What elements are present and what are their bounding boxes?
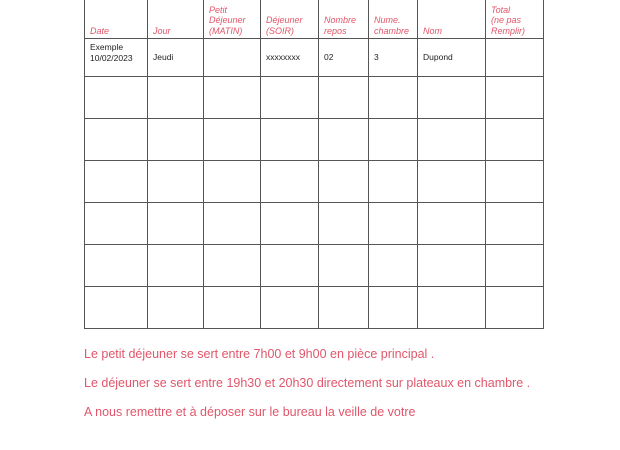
blank-cell[interactable]	[204, 203, 261, 245]
blank-cell[interactable]	[369, 77, 418, 119]
meal-order-table	[84, 0, 544, 329]
blank-cell[interactable]	[319, 161, 369, 203]
blank-cell[interactable]	[261, 287, 319, 329]
blank-row	[85, 287, 544, 329]
blank-cell[interactable]	[486, 203, 544, 245]
blank-cell[interactable]	[148, 287, 204, 329]
blank-cell[interactable]	[204, 119, 261, 161]
blank-cell[interactable]	[418, 245, 486, 287]
header-numero-chambre: Nume. chambre	[369, 0, 418, 39]
blank-cell[interactable]	[369, 203, 418, 245]
blank-cell[interactable]	[369, 245, 418, 287]
blank-cell[interactable]	[319, 77, 369, 119]
header-petit-dejeuner: Petit Déjeuner (MATIN)	[204, 0, 261, 39]
blank-cell[interactable]	[148, 119, 204, 161]
blank-cell[interactable]	[261, 119, 319, 161]
blank-cell[interactable]	[148, 161, 204, 203]
blank-cell[interactable]	[85, 119, 148, 161]
blank-cell[interactable]	[204, 245, 261, 287]
blank-cell[interactable]	[85, 203, 148, 245]
blank-cell[interactable]	[486, 119, 544, 161]
blank-cell[interactable]	[85, 245, 148, 287]
blank-row	[85, 245, 544, 287]
blank-cell[interactable]	[85, 287, 148, 329]
header-nom: Nom	[418, 0, 486, 39]
header-dejeuner: Déjeuner (SOIR)	[261, 0, 319, 39]
example-date: Exemple 10/02/2023	[85, 39, 148, 77]
note-submission: A nous remettre et à déposer sur le bureau la veille de votre	[84, 405, 416, 419]
header-total: Total (ne pas Remplir)	[486, 0, 544, 39]
blank-cell[interactable]	[204, 161, 261, 203]
blank-cell[interactable]	[486, 245, 544, 287]
header-nombre-repos: Nombre repos	[319, 0, 369, 39]
blank-row	[85, 161, 544, 203]
service-notes	[84, 346, 604, 433]
blank-cell[interactable]	[319, 245, 369, 287]
blank-row	[85, 119, 544, 161]
blank-cell[interactable]	[486, 287, 544, 329]
example-total	[486, 39, 544, 77]
blank-cell[interactable]	[319, 203, 369, 245]
blank-cell[interactable]	[261, 161, 319, 203]
example-nom: Dupond	[418, 39, 486, 77]
blank-cell[interactable]	[204, 77, 261, 119]
note-breakfast-hours: Le petit déjeuner se sert entre 7h00 et 9h00 en pièce principal .	[84, 347, 435, 361]
blank-cell[interactable]	[369, 119, 418, 161]
blank-cell[interactable]	[261, 77, 319, 119]
blank-cell[interactable]	[148, 245, 204, 287]
header-row	[85, 0, 544, 39]
example-nombre-repos: 02	[319, 39, 369, 77]
blank-cell[interactable]	[418, 161, 486, 203]
note-dinner-hours: Le déjeuner se sert entre 19h30 et 20h30 directement sur plateaux en chambre .	[84, 376, 531, 390]
blank-cell[interactable]	[369, 161, 418, 203]
example-dejeuner: xxxxxxxx	[261, 39, 319, 77]
blank-row	[85, 77, 544, 119]
blank-cell[interactable]	[261, 245, 319, 287]
example-row	[85, 39, 544, 77]
blank-cell[interactable]	[418, 119, 486, 161]
blank-cell[interactable]	[486, 77, 544, 119]
blank-cell[interactable]	[85, 161, 148, 203]
example-petit-dejeuner[interactable]	[204, 39, 261, 77]
blank-row	[85, 203, 544, 245]
blank-cell[interactable]	[85, 77, 148, 119]
blank-cell[interactable]	[486, 161, 544, 203]
blank-cell[interactable]	[319, 119, 369, 161]
example-jour: Jeudi	[148, 39, 204, 77]
blank-cell[interactable]	[369, 287, 418, 329]
blank-cell[interactable]	[418, 287, 486, 329]
blank-cell[interactable]	[261, 203, 319, 245]
header-date: Date	[85, 0, 148, 39]
blank-cell[interactable]	[204, 287, 261, 329]
blank-cell[interactable]	[148, 203, 204, 245]
blank-cell[interactable]	[418, 203, 486, 245]
blank-cell[interactable]	[319, 287, 369, 329]
blank-cell[interactable]	[418, 77, 486, 119]
header-jour: Jour	[148, 0, 204, 39]
example-numero-chambre: 3	[369, 39, 418, 77]
blank-cell[interactable]	[148, 77, 204, 119]
